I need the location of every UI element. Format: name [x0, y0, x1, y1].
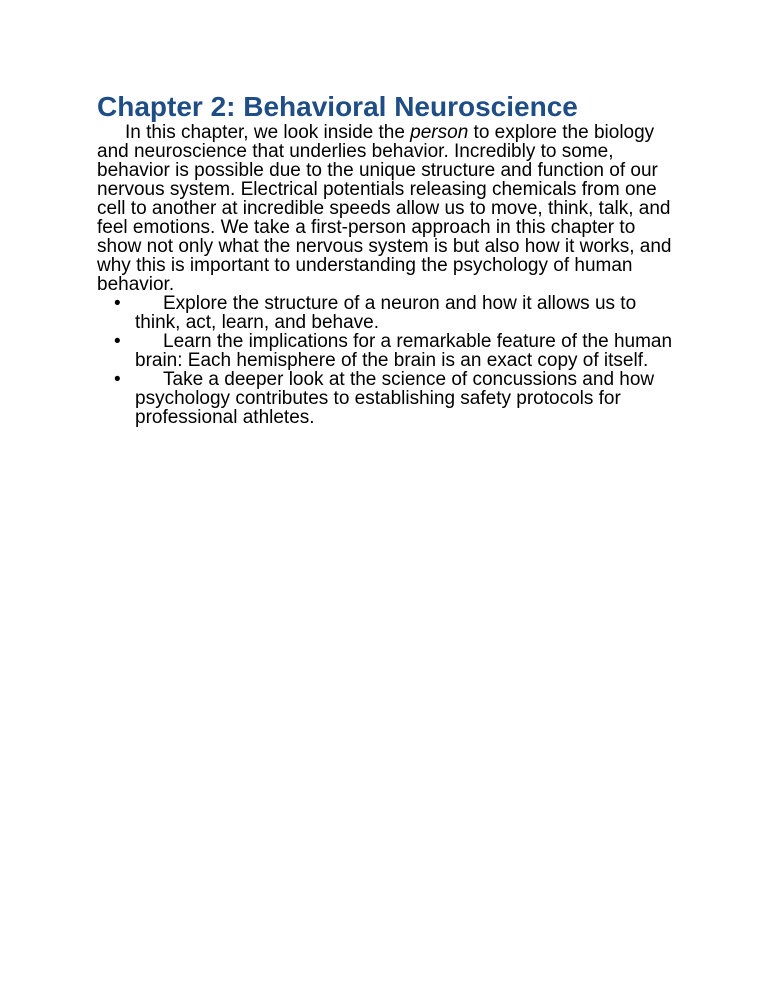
intro-text-start: In this chapter, we look inside the	[125, 122, 411, 143]
bullet-text: Take a deeper look at the science of concussions and how psychology contributes to establishing safety protocols for professional athletes.	[135, 369, 655, 428]
bullet-item	[97, 332, 682, 370]
intro-emphasis: person	[410, 122, 469, 143]
bullet-item	[97, 370, 682, 427]
bullet-text: Explore the structure of a neuron and how it allows us to think, act, learn, and behave.	[135, 293, 637, 333]
document-content	[97, 90, 682, 427]
bullet-list	[97, 294, 682, 427]
chapter-title: Chapter 2: Behavioral Neuroscience	[97, 91, 578, 122]
intro-paragraph	[97, 123, 682, 294]
bullet-icon: •	[114, 331, 121, 352]
bullet-icon: •	[114, 369, 121, 390]
intro-text-end: to explore the biology and neuroscience that underlies behavior. Incredibly to some, behavior is possible due to the unique structure and function of our nervous system. Electrical potentials releasing chemicals from one cell to another at incredible speeds allow us to move, think, talk, and feel emotions. We take a first-person approach in this chapter to show not only what the nervous system is but also how it works, and why this is important to understanding the psychology of human behavior.	[97, 122, 672, 295]
bullet-item	[97, 294, 682, 332]
bullet-icon: •	[114, 293, 121, 314]
bullet-text: Learn the implications for a remarkable feature of the human brain: Each hemisphere of the brain is an exact copy of itself.	[135, 331, 673, 371]
